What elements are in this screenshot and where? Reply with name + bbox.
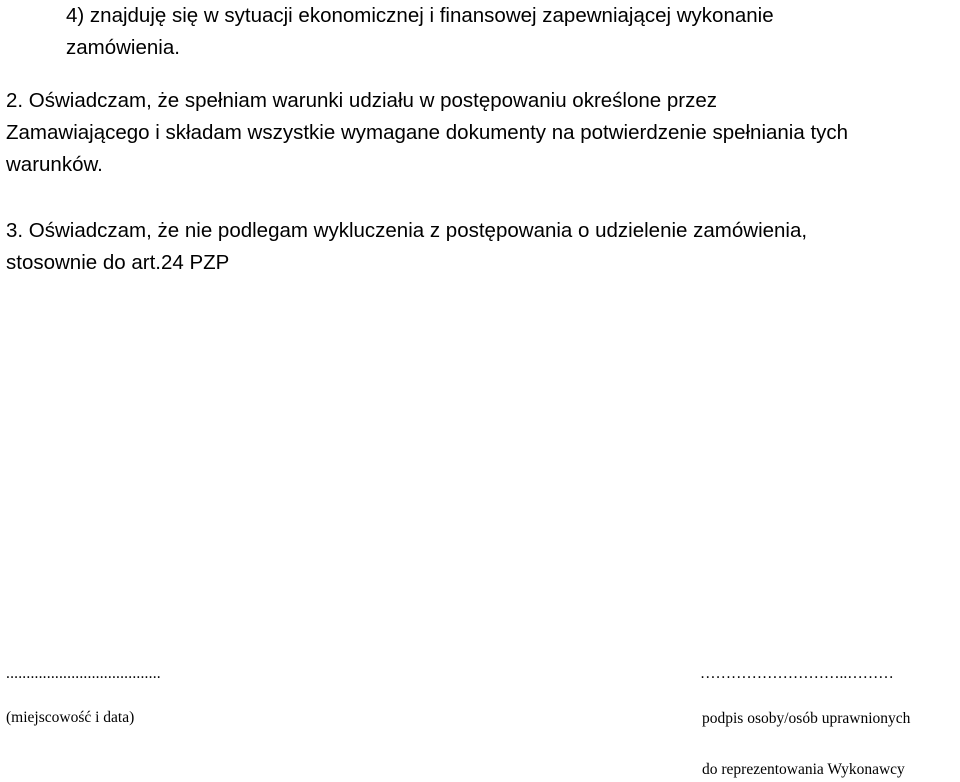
- paragraph-line: warunków.: [6, 153, 103, 176]
- place-date-label: (miejscowość i data): [6, 709, 135, 726]
- paragraph-line: 2. Oświadczam, że spełniam warunki udziału w postępowaniu określone przez: [6, 89, 718, 112]
- signature-label: podpis osoby/osób uprawnionych: [702, 710, 911, 727]
- signature-label-continued: do reprezentowania Wykonawcy: [702, 761, 905, 778]
- paragraph-declaration-exclusion: [6, 215, 807, 279]
- paragraph-line: stosownie do art.24 PZP: [6, 251, 230, 274]
- paragraph-financial-situation: [66, 0, 774, 64]
- paragraph-line: Zamawiającego i składam wszystkie wymagane dokumenty na potwierdzenie spełniania tych: [6, 121, 849, 144]
- paragraph-line: 4) znajduję się w sytuacji ekonomicznej i finansowej zapewniającej wykonanie: [66, 4, 774, 27]
- paragraph-declaration-conditions: [6, 85, 848, 181]
- paragraph-line: zamówienia.: [66, 36, 180, 59]
- place-date-dotted-line: ......................................: [6, 665, 161, 682]
- paragraph-line: 3. Oświadczam, że nie podlegam wykluczenia z postępowania o udzielenie zamówienia,: [6, 219, 808, 242]
- signature-dotted-line: ………………………..………: [700, 665, 894, 682]
